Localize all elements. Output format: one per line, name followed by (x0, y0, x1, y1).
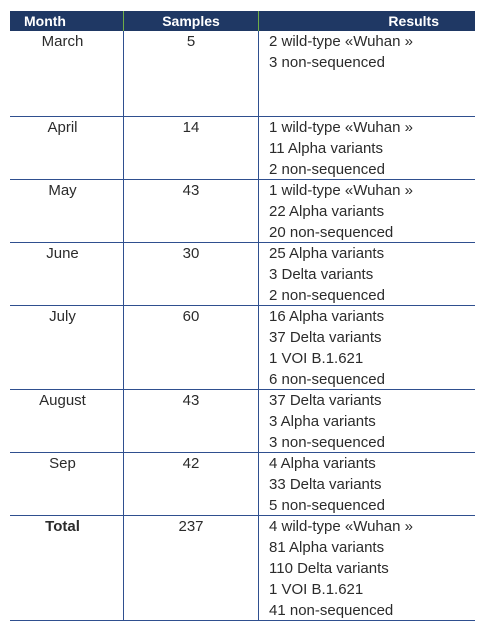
table-row-total (10, 516, 475, 621)
samples-cell: 5 (123, 31, 258, 116)
result-line: 20 non-sequenced (269, 224, 394, 241)
results-cell (258, 243, 475, 305)
result-line: 3 Delta variants (269, 266, 374, 283)
samples-cell: 43 (123, 390, 258, 452)
result-line: 2 non-sequenced (269, 287, 385, 304)
result-line: 3 Alpha variants (269, 413, 376, 430)
result-line: 4 Alpha variants (269, 455, 376, 472)
header-month: Month (24, 13, 66, 29)
table-row-april (10, 117, 475, 180)
table-row-sep (10, 453, 475, 516)
results-cell (258, 453, 475, 515)
month-cell: July (49, 308, 76, 325)
result-line: 25 Alpha variants (269, 245, 385, 262)
result-line: 2 non-sequenced (269, 161, 385, 178)
samples-cell: 14 (123, 117, 258, 179)
month-cell: August (39, 392, 86, 409)
results-cell (258, 516, 475, 620)
result-line: 37 Delta variants (269, 329, 382, 346)
samples-cell: 42 (123, 453, 258, 515)
table-header (10, 11, 475, 31)
results-cell (258, 180, 475, 242)
result-line: 33 Delta variants (269, 476, 382, 493)
month-cell: March (41, 33, 84, 50)
results-cell (258, 306, 475, 389)
result-line: 110 Delta variants (269, 560, 389, 577)
result-line: 37 Delta variants (269, 392, 382, 409)
result-line: 3 non-sequenced (269, 434, 385, 451)
results-table (10, 11, 475, 621)
samples-cell: 237 (123, 516, 258, 620)
result-line: 81 Alpha variants (269, 539, 385, 556)
samples-cell: 43 (123, 180, 258, 242)
result-line: 41 non-sequenced (269, 602, 394, 619)
result-line: 5 non-sequenced (269, 497, 385, 514)
results-cell (258, 390, 475, 452)
month-cell: Sep (49, 455, 76, 472)
month-cell: April (47, 119, 78, 136)
result-line: 16 Alpha variants (269, 308, 385, 325)
table-row-may (10, 180, 475, 243)
result-line: 4 wild-type «Wuhan » (269, 518, 413, 535)
month-cell: June (46, 245, 79, 262)
table-row-june (10, 243, 475, 306)
table-row-august (10, 390, 475, 453)
result-line: 1 wild-type «Wuhan » (269, 182, 413, 199)
total-label: Total (45, 518, 80, 535)
table-row-march (10, 31, 475, 117)
month-cell: May (48, 182, 77, 199)
result-line: 1 VOI B.1.621 (269, 350, 364, 367)
result-line: 1 VOI B.1.621 (269, 581, 364, 598)
result-line: 2 wild-type «Wuhan » (269, 33, 413, 50)
header-results: Results (258, 11, 475, 31)
result-line: 1 wild-type «Wuhan » (269, 119, 413, 136)
header-samples: Samples (123, 11, 258, 31)
result-line: 11 Alpha variants (269, 140, 383, 157)
result-line: 6 non-sequenced (269, 371, 385, 388)
table-row-july (10, 306, 475, 390)
result-line: 22 Alpha variants (269, 203, 385, 220)
samples-cell: 30 (123, 243, 258, 305)
samples-cell: 60 (123, 306, 258, 389)
result-line: 3 non-sequenced (269, 54, 385, 71)
results-cell (258, 31, 475, 116)
results-cell (258, 117, 475, 179)
